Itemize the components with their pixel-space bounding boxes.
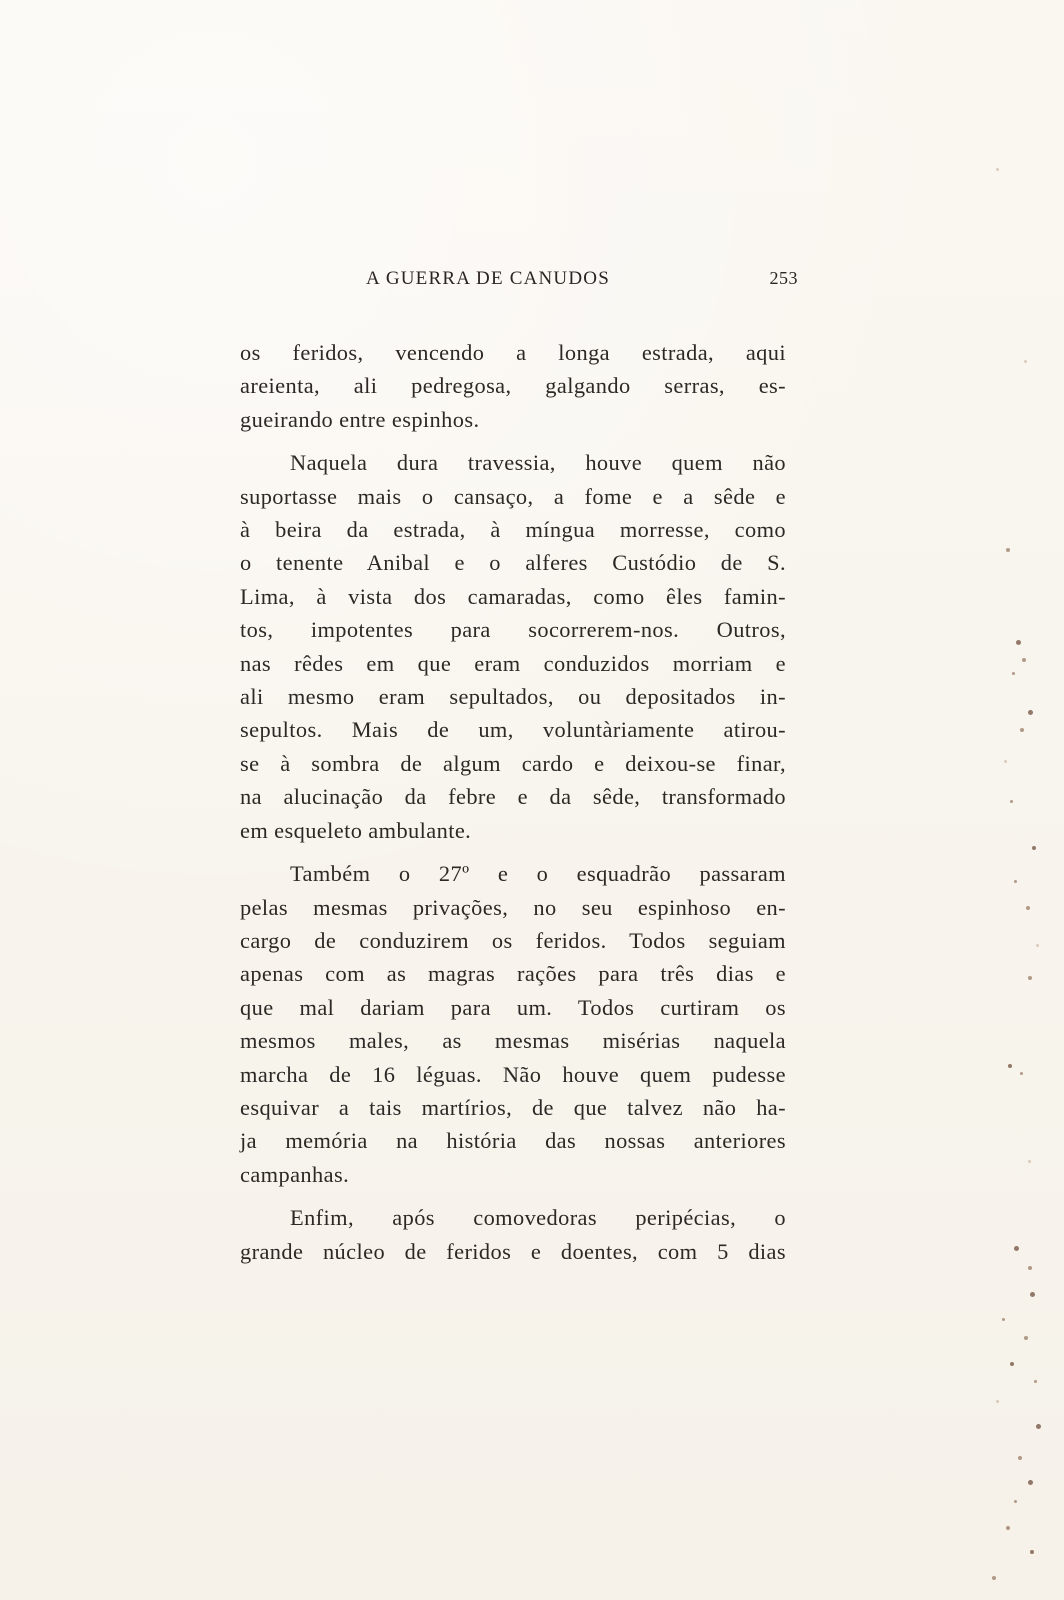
text-line: em esqueleto ambulante. [240,817,472,843]
text-line: esquivar a tais martírios, de que talvez não ha- [240,1094,786,1120]
foxing-spot [1002,1318,1005,1321]
foxing-spot [1004,760,1007,763]
foxing-spot [1022,658,1026,662]
text-line: Enfim, após comovedoras peripécias, o [290,1205,786,1231]
foxing-spot [1006,548,1010,552]
text-line: gueirando entre espinhos. [240,406,480,432]
foxing-spot [1010,800,1013,803]
text-line: à beira da estrada, à míngua morresse, como [240,517,786,543]
foxing-spot [1008,1064,1012,1068]
foxing-spot [1026,906,1030,910]
foxing-spot [1028,1266,1032,1270]
text-line: cargo de conduzirem os feridos. Todos seguiam [240,927,786,953]
foxing-spot [1010,1362,1014,1366]
foxing-spot [1018,1456,1022,1460]
paragraph-1 [240,336,786,436]
foxing-stains [984,0,1064,1600]
text-line: ali mesmo eram sepultados, ou depositados in- [240,684,786,710]
text-line: areienta, ali pedregosa, galgando serras, es- [240,373,786,399]
paragraph-2 [240,446,786,847]
foxing-spot [1014,1246,1019,1251]
foxing-spot [1024,360,1027,363]
foxing-spot [996,168,999,171]
running-head [366,268,798,298]
paragraph-4 [240,1201,786,1268]
text-line: tos, impotentes para socorrerem-nos. Outros, [240,617,786,643]
text-line: sepultos. Mais de um, voluntàriamente atirou- [240,717,786,743]
text-line: Também o 27º e o esquadrão passaram [290,861,786,887]
foxing-spot [1036,1424,1041,1429]
foxing-spot [1024,1336,1028,1340]
foxing-spot [1028,710,1033,715]
paragraph-spacer [240,1191,786,1201]
text-line: Naquela dura travessia, houve quem não [290,450,786,476]
foxing-spot [1020,728,1024,732]
foxing-spot [1028,976,1032,980]
text-line: nas rêdes em que eram conduzidos morriam e [240,650,786,676]
page-number: 253 [769,268,798,288]
foxing-spot [1036,944,1039,947]
foxing-spot [1016,640,1021,645]
text-line: na alucinação da febre e da sêde, transformado [240,784,786,810]
text-line: marcha de 16 léguas. Não houve quem pudesse [240,1061,786,1087]
text-line: que mal dariam para um. Todos curtiram os [240,994,786,1020]
text-line: Lima, à vista dos camaradas, como êles famin- [240,583,786,609]
paragraph-spacer [240,847,786,857]
text-line: o tenente Anibal e o alferes Custódio de S. [240,550,786,576]
foxing-spot [1014,1500,1017,1503]
foxing-spot [1012,672,1015,675]
running-head-title: A GUERRA DE CANUDOS [366,268,610,289]
paragraph-spacer [240,436,786,446]
foxing-spot [1028,1480,1033,1485]
foxing-spot [996,1400,999,1403]
text-line: ja memória na história das nossas anteriores [240,1128,786,1154]
foxing-spot [1014,880,1017,883]
text-line: grande núcleo de feridos e doentes, com 5 dias [240,1238,786,1264]
text-line: os feridos, vencendo a longa estrada, aqui [240,340,786,365]
text-line: mesmos males, as mesmas misérias naquela [240,1028,786,1054]
foxing-spot [1030,1550,1034,1554]
foxing-spot [1028,1160,1031,1163]
foxing-spot [1006,1526,1010,1530]
body-text [240,336,786,1268]
text-line: pelas mesmas privações, no seu espinhoso en- [240,894,786,920]
text-line: apenas com as magras rações para três dias e [240,961,786,987]
text-line: campanhas. [240,1161,350,1187]
foxing-spot [1032,846,1036,850]
foxing-spot [1030,1292,1035,1297]
text-line: suportasse mais o cansaço, a fome e a sêde e [240,483,786,509]
foxing-spot [1034,1380,1037,1383]
foxing-spot [992,1576,996,1580]
paragraph-3 [240,857,786,1191]
foxing-spot [1020,1072,1023,1075]
text-line: se à sombra de algum cardo e deixou-se finar, [240,750,786,776]
